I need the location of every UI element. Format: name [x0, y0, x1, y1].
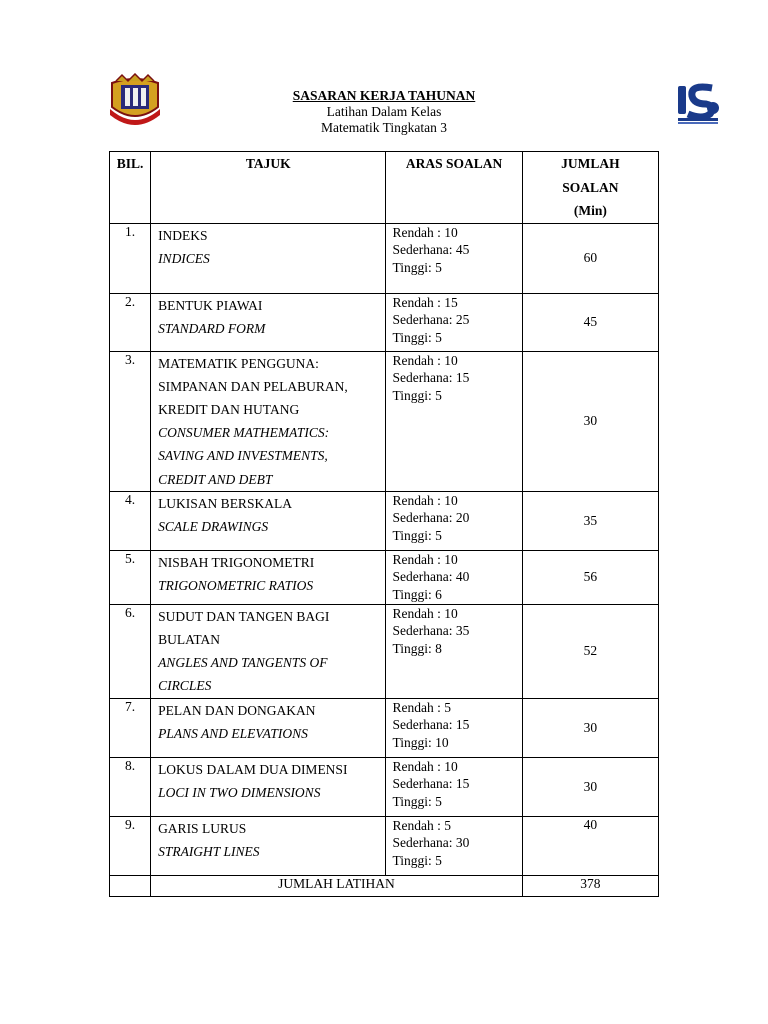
table-row [110, 604, 659, 698]
topic-cell [151, 351, 386, 491]
total-row [110, 875, 659, 896]
question-count: 56 [522, 550, 658, 604]
topic-english: STANDARD FORM [158, 320, 266, 336]
topic-cell [151, 698, 386, 757]
level-line: Rendah : 5 [392, 817, 451, 833]
level-line: Tinggi: 5 [392, 852, 442, 868]
level-line: Sederhana: 45 [392, 242, 470, 258]
topic-cell [151, 550, 386, 604]
header-aras: ARAS SOALAN [386, 152, 522, 224]
topic-malay: KREDIT DAN HUTANG [158, 401, 300, 417]
level-cell [386, 698, 522, 757]
level-line: Tinggi: 5 [392, 387, 442, 403]
question-count: 35 [522, 491, 658, 550]
topic-english: ANGLES AND TANGENTS OF [158, 655, 328, 671]
row-number: 8. [110, 757, 151, 816]
table-row [110, 351, 659, 491]
document-subtitle: Latihan Dalam Kelas [326, 104, 442, 119]
topic-english: SAVING AND INVESTMENTS, [158, 448, 328, 464]
level-line: Sederhana: 35 [392, 623, 470, 639]
level-cell [386, 816, 522, 875]
topic-malay: SIMPANAN DAN PELABURAN, [158, 378, 348, 394]
level-line: Rendah : 10 [392, 224, 458, 240]
level-cell [386, 223, 522, 293]
level-line: Rendah : 10 [392, 352, 458, 368]
level-line: Rendah : 15 [392, 294, 458, 310]
topic-malay: INDEKS [158, 227, 208, 243]
topic-english: CREDIT AND DEBT [158, 471, 273, 487]
level-line: Rendah : 10 [392, 605, 458, 621]
topic-cell [151, 491, 386, 550]
level-cell [386, 293, 522, 351]
header-jumlah-line: JUMLAH [561, 156, 620, 171]
level-cell [386, 351, 522, 491]
topic-english: CONSUMER MATHEMATICS: [158, 425, 330, 441]
level-line: Tinggi: 5 [392, 527, 442, 543]
row-number: 3. [110, 351, 151, 491]
topic-malay: LOKUS DALAM DUA DIMENSI [158, 761, 348, 777]
header-bil: BIL. [110, 152, 151, 224]
topic-malay: BENTUK PIAWAI [158, 297, 263, 313]
topic-english: INDICES [158, 250, 210, 266]
document-subtitle-class: Matematik Tingkatan 3 [321, 120, 447, 135]
table-row [110, 491, 659, 550]
topic-malay: MATEMATIK PENGGUNA: [158, 355, 319, 371]
topic-cell [151, 604, 386, 698]
level-line: Sederhana: 40 [392, 569, 470, 585]
question-count: 60 [522, 223, 658, 293]
topic-english: STRAIGHT LINES [158, 843, 260, 859]
department-logo-icon [676, 80, 720, 126]
topic-cell [151, 816, 386, 875]
level-line: Tinggi: 5 [392, 793, 442, 809]
question-count: 40 [522, 816, 658, 875]
topic-english: SCALE DRAWINGS [158, 518, 269, 534]
question-count: 30 [522, 757, 658, 816]
question-count: 30 [522, 698, 658, 757]
header-jumlah-line: SOALAN [562, 179, 619, 195]
target-table [109, 151, 659, 897]
level-cell [386, 550, 522, 604]
level-cell [386, 491, 522, 550]
level-cell [386, 757, 522, 816]
topic-english: PLANS AND ELEVATIONS [158, 725, 308, 741]
topic-english: LOCI IN TWO DIMENSIONS [158, 784, 321, 800]
row-number: 4. [110, 491, 151, 550]
question-count: 30 [522, 351, 658, 491]
topic-english: TRIGONOMETRIC RATIOS [158, 577, 314, 593]
total-value: 378 [522, 875, 658, 896]
question-count: 52 [522, 604, 658, 698]
level-line: Sederhana: 30 [392, 835, 470, 851]
row-number: 7. [110, 698, 151, 757]
table-row [110, 757, 659, 816]
row-number: 9. [110, 816, 151, 875]
row-number: 6. [110, 604, 151, 698]
table-row [110, 816, 659, 875]
table-row [110, 550, 659, 604]
topic-malay: SUDUT DAN TANGEN BAGI [158, 608, 330, 624]
level-line: Tinggi: 8 [392, 640, 442, 656]
level-line: Rendah : 10 [392, 551, 458, 567]
level-line: Tinggi: 10 [392, 734, 449, 750]
topic-cell [151, 757, 386, 816]
school-crest-icon [108, 73, 162, 127]
topic-cell [151, 223, 386, 293]
total-label: JUMLAH LATIHAN [151, 875, 523, 896]
level-line: Sederhana: 25 [392, 312, 470, 328]
table-row [110, 223, 659, 293]
topic-cell [151, 293, 386, 351]
table-header-row [110, 152, 659, 224]
level-line: Rendah : 10 [392, 492, 458, 508]
level-line: Sederhana: 15 [392, 370, 470, 386]
total-blank-cell [110, 875, 151, 896]
topic-malay: LUKISAN BERSKALA [158, 495, 292, 511]
table-row [110, 698, 659, 757]
topic-malay: PELAN DAN DONGAKAN [158, 702, 316, 718]
level-line: Rendah : 5 [392, 699, 451, 715]
row-number: 2. [110, 293, 151, 351]
document-header [200, 88, 568, 136]
header-jumlah [522, 152, 658, 224]
level-line: Sederhana: 15 [392, 717, 470, 733]
topic-malay: NISBAH TRIGONOMETRI [158, 554, 315, 570]
header-jumlah-line: (Min) [573, 203, 607, 218]
row-number: 5. [110, 550, 151, 604]
topic-malay: GARIS LURUS [158, 820, 247, 836]
topic-malay: BULATAN [158, 631, 220, 647]
document-title: SASARAN KERJA TAHUNAN [292, 88, 476, 103]
table-row [110, 293, 659, 351]
level-line: Tinggi: 6 [392, 586, 442, 602]
level-line: Sederhana: 20 [392, 510, 470, 526]
level-line: Tinggi: 5 [392, 329, 442, 345]
question-count: 45 [522, 293, 658, 351]
row-number: 1. [110, 223, 151, 293]
level-line: Rendah : 10 [392, 758, 458, 774]
level-line: Tinggi: 5 [392, 259, 442, 275]
header-tajuk: TAJUK [151, 152, 386, 224]
level-cell [386, 604, 522, 698]
level-line: Sederhana: 15 [392, 776, 470, 792]
topic-english: CIRCLES [158, 678, 212, 694]
